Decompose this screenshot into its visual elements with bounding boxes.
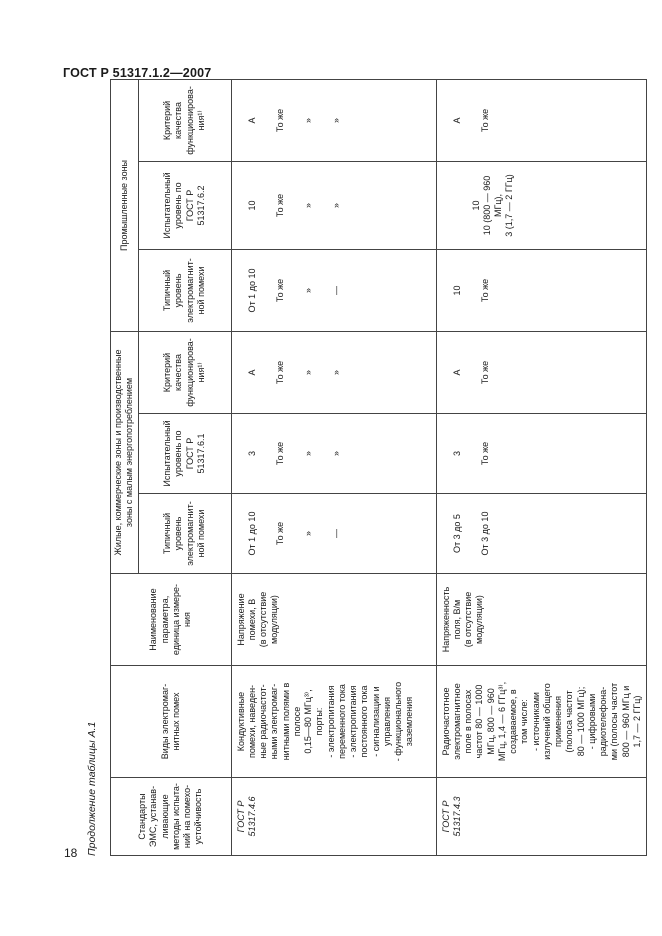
cell-line: модуляции)	[474, 595, 485, 644]
cell-line: электромагнит-	[184, 501, 195, 566]
cell-line: 10 (800 — 960 МГц),	[481, 175, 503, 236]
cell-line: качества	[173, 354, 184, 391]
header-interference-type	[111, 666, 232, 778]
row1-ind-typical	[231, 249, 436, 331]
cell-line: (в отсутствие	[258, 591, 268, 648]
cell-line: функционирова-	[184, 338, 195, 407]
cell-line: То же	[479, 360, 490, 385]
row1-parameter	[231, 574, 436, 666]
cell-line: От 3 до 5	[451, 514, 462, 553]
cell-line: А	[246, 117, 257, 124]
cell-line: управления	[381, 696, 392, 747]
cell-line: ливающие	[159, 794, 170, 839]
cell-line: ной помехи	[195, 266, 206, 315]
cell-line: ГОСТ Р	[235, 800, 246, 833]
cell-line: применения	[553, 696, 563, 747]
cell-line: уровень	[173, 516, 184, 551]
cell-line: единица измере-	[170, 583, 181, 656]
cell-line: 800 — 960 МГц и	[620, 685, 631, 758]
header-res-test-level	[138, 414, 231, 494]
row2-res-typical	[436, 494, 646, 574]
cell-line: помехи, наведен-	[246, 684, 257, 759]
cell-line: уровень по	[173, 182, 184, 229]
cell-line: »	[302, 202, 313, 208]
header-res-typical-level	[138, 494, 231, 574]
cell-line: ГОСТ Р	[184, 437, 195, 470]
header-industrial-zones	[111, 79, 139, 331]
row2-ind-criterion	[436, 79, 646, 161]
cell-line: Радиочастотное	[440, 687, 451, 756]
cell-line: - цифровыми	[586, 693, 597, 750]
cell-line: 51317.6.2	[195, 185, 206, 226]
header-res-criterion	[138, 331, 231, 413]
cell-line: электромагнит-	[184, 258, 195, 323]
cell-line: нитными полями в	[280, 682, 291, 761]
cell-line: ГОСТ Р	[184, 189, 195, 222]
row2-ind-typical	[436, 249, 646, 331]
cell-line: качества	[173, 102, 184, 139]
cell-line: методы испыта-	[170, 783, 181, 850]
cell-line: Испытательный	[162, 172, 172, 239]
header-ind-typical-level	[138, 249, 231, 331]
cell-line: 51317.6.1	[195, 433, 206, 474]
cell-line: »	[302, 369, 313, 375]
cell-line: частот 80 — 1000	[474, 684, 485, 759]
row2-standard	[436, 778, 646, 856]
table-caption: Продолжение таблицы А.1	[86, 721, 98, 856]
cell-line: А	[451, 369, 462, 376]
rotated-table-page	[86, 80, 642, 856]
cell-line: излучений общего	[541, 683, 552, 760]
cell-line: Виды электромаг-	[159, 683, 170, 760]
cell-line: Кондуктивные	[235, 691, 246, 752]
cell-line: уровень	[173, 273, 184, 308]
cell-line: То же	[274, 360, 285, 385]
cell-line: Наименование	[148, 588, 159, 651]
cell-line: 51317.4.3	[451, 796, 462, 837]
cell-line: ми (полосы частот	[609, 682, 620, 761]
cell-line: 3	[246, 451, 257, 457]
cell-line: От 3 до 10	[479, 511, 490, 556]
cell-line: Критерий	[162, 352, 172, 393]
cell-line: Промышленные зоны	[118, 159, 129, 251]
header-standards	[111, 778, 232, 856]
cell-line: модуляции)	[269, 595, 280, 644]
row2-parameter	[436, 574, 646, 666]
cell-line: переменного тока	[336, 684, 347, 759]
cell-line: От 1 до 10	[246, 511, 257, 556]
cell-line: То же	[274, 108, 285, 133]
cell-line: поле в полосах	[463, 689, 473, 754]
header-residential-zones	[111, 331, 139, 573]
row2-res-criterion	[436, 331, 646, 413]
cell-line: ния	[182, 612, 192, 627]
cell-line: —	[330, 285, 341, 295]
page-number: 18	[64, 846, 78, 860]
cell-line: То же	[274, 441, 285, 466]
cell-line: А	[451, 117, 462, 124]
cell-line: »	[330, 369, 341, 375]
cell-line: То же	[479, 441, 490, 466]
row2-ind-test	[436, 161, 646, 249]
cell-line: 10	[246, 200, 257, 211]
cell-line: 3 (1,7 — 2 ГГц)	[504, 174, 515, 237]
row1-standard	[231, 778, 436, 856]
cell-line: том числе:	[519, 699, 530, 744]
header-ind-criterion	[138, 79, 231, 161]
cell-line: ния¹⁾	[195, 362, 206, 383]
cell-line: заземления	[404, 696, 415, 747]
cell-line: ГОСТ Р	[440, 800, 451, 833]
row1-res-criterion	[231, 331, 436, 413]
cell-line: От 1 до 10	[246, 268, 257, 313]
cell-line: устойчивость	[193, 788, 204, 845]
cell-line: помехи, В	[246, 598, 257, 641]
cell-line: (полоса частот	[564, 690, 575, 753]
cell-line: ний на помехо-	[182, 784, 192, 849]
cell-line: - электропитания	[325, 685, 336, 758]
cell-line: То же	[274, 278, 285, 303]
cell-line: »	[302, 451, 313, 457]
cell-line: МГц, 1,4 — 6 ГГц³⁾,	[496, 681, 507, 762]
cell-line: ЭМС, устанав-	[148, 785, 159, 848]
cell-line: Критерий	[162, 100, 172, 141]
row2-interference	[436, 666, 646, 778]
cell-line: - источниками	[530, 692, 541, 751]
cell-line: - электропитания	[348, 685, 358, 758]
cell-line: радиотелефона-	[598, 686, 608, 757]
cell-line: полосе	[291, 706, 302, 737]
cell-line: - сигнализации и	[370, 686, 381, 757]
row1-ind-criterion	[231, 79, 436, 161]
row1-res-test	[231, 414, 436, 494]
cell-line: Типичный	[162, 269, 172, 312]
cell-line: 1,7 — 2 ГГц)	[631, 695, 642, 748]
cell-line: Испытательный	[162, 420, 172, 487]
cell-line: —	[330, 529, 341, 538]
cell-line: Стандарты	[137, 793, 147, 840]
cell-line: Напряженность	[440, 586, 451, 653]
cell-line: 3	[451, 451, 462, 457]
cell-line: А	[246, 369, 257, 376]
cell-line: параметра,	[159, 595, 170, 644]
row1-res-typical	[231, 494, 436, 574]
cell-line: поля, В/м	[451, 599, 462, 640]
cell-line: ные радиочастот-	[258, 684, 268, 759]
cell-line: уровень по	[173, 430, 184, 477]
cell-line: »	[302, 531, 313, 537]
row1-ind-test	[231, 161, 436, 249]
cell-line: постоянного тока	[359, 685, 370, 758]
cell-line: - функционального	[393, 681, 403, 762]
cell-line: функционирова-	[184, 86, 195, 155]
cell-line: ными электромаг-	[269, 683, 280, 760]
cell-line: 10	[451, 285, 462, 296]
cell-line: Напряжение	[235, 593, 246, 646]
cell-line: »	[330, 117, 341, 123]
cell-line: ния¹⁾	[195, 110, 206, 131]
cell-line: зоны с малым энергопотреблением	[124, 377, 135, 528]
cell-line: 10	[470, 200, 481, 211]
cell-line: 0,15—80 МГц³⁾,	[303, 689, 313, 754]
cell-line: 51317.4.6	[246, 796, 257, 837]
header-ind-test-level	[138, 161, 231, 249]
cell-line: (в отсутствие	[463, 591, 473, 648]
row2-res-test	[436, 414, 646, 494]
cell-line: То же	[479, 108, 490, 133]
cell-line: ной помехи	[195, 509, 206, 558]
document-title: ГОСТ Р 51317.1.2—2007	[63, 66, 212, 80]
cell-line: »	[302, 117, 313, 123]
row1-interference	[231, 666, 436, 778]
cell-line: То же	[274, 521, 285, 546]
header-parameter	[111, 574, 232, 666]
cell-line: Типичный	[162, 512, 172, 555]
emc-standards-table	[110, 79, 647, 856]
cell-line: »	[302, 287, 313, 293]
cell-line: 80 — 1000 МГц);	[575, 686, 586, 757]
cell-line: Жилые, коммерческие зоны и производственные	[113, 349, 123, 556]
cell-line: порты:	[314, 707, 325, 736]
cell-line: »	[330, 451, 341, 457]
cell-line: МГц, 800 — 960	[485, 688, 496, 755]
cell-line: электромагнитное	[451, 683, 462, 760]
cell-line: »	[330, 202, 341, 208]
cell-line: создаваемое, в	[508, 689, 518, 754]
cell-line: То же	[274, 193, 285, 218]
cell-line: нитных помех	[170, 692, 181, 751]
cell-line: То же	[479, 278, 490, 303]
